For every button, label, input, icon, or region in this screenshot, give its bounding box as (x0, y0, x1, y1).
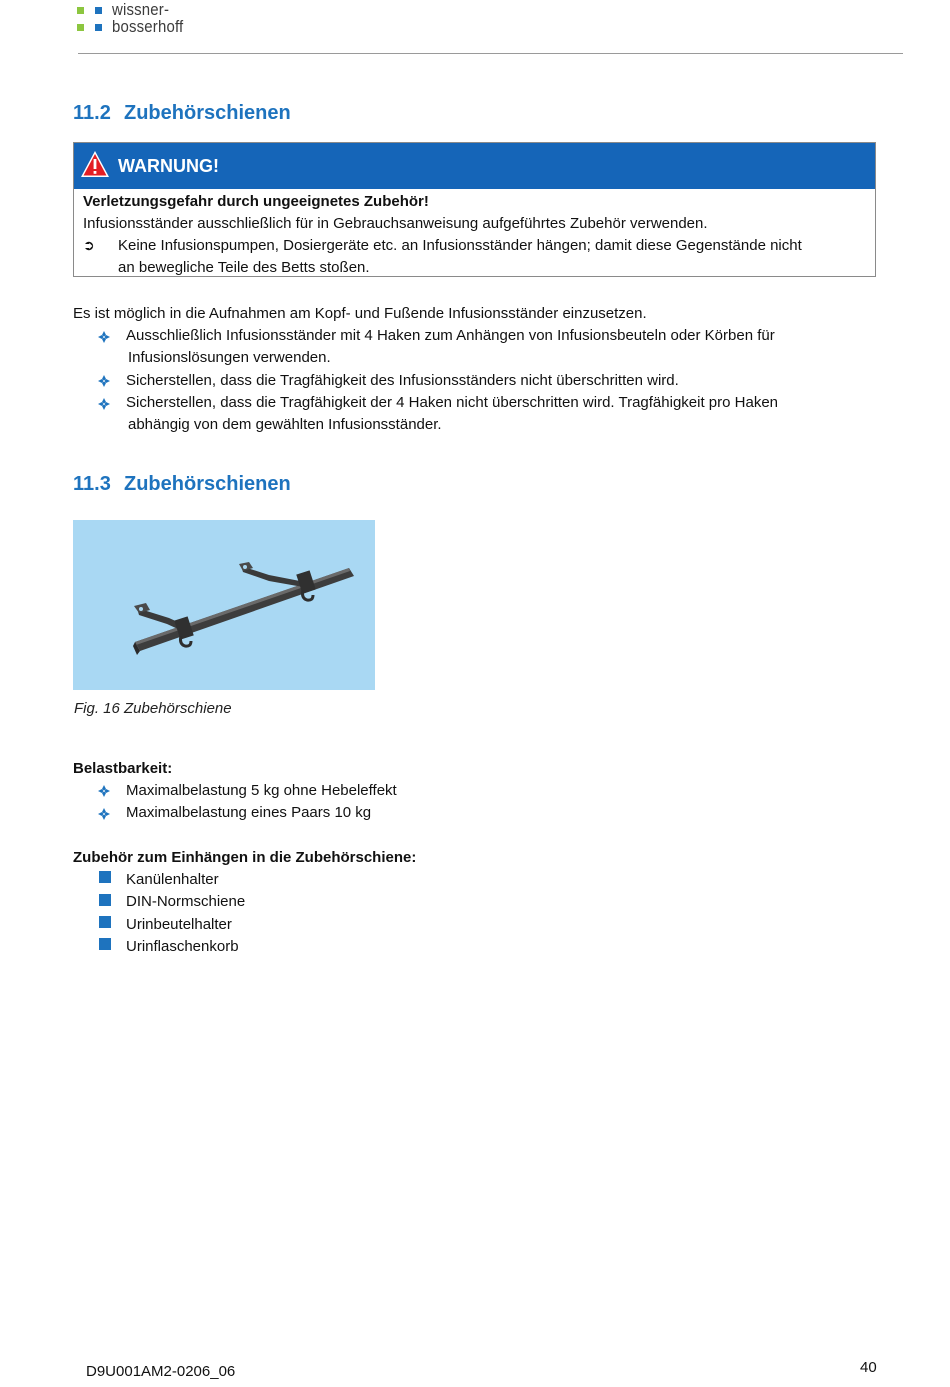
diamond-bullet-icon (98, 375, 110, 387)
logo-square-green-2 (77, 24, 84, 31)
bullet-text-continued: abhängig von dem gewählten Infusionsständer. (128, 416, 442, 433)
load-item: Maximalbelastung eines Paars 10 kg (126, 804, 372, 821)
warning-title: WARNUNG! (118, 156, 219, 176)
warning-header (74, 143, 875, 189)
diamond-bullet-icon (98, 785, 110, 797)
logo-line-2: bosserhoff (112, 17, 184, 36)
bullet-text-continued: Infusionslösungen verwenden. (128, 349, 331, 366)
warning-triangle-icon (80, 150, 110, 178)
accessory-item: Urinbeutelhalter (126, 916, 232, 933)
bullet-text: Ausschließlich Infusionsständer mit 4 Haken zum Anhängen von Infusionsbeuteln oder Körben für (126, 327, 775, 344)
header-rule (78, 53, 903, 54)
square-bullet-icon (99, 916, 111, 928)
bullet-text: Sicherstellen, dass die Tragfähigkeit der 4 Haken nicht überschritten wird. Tragfähigkeit pro Haken (126, 394, 779, 411)
logo-square-green-1 (77, 7, 84, 14)
warning-text: Infusionsständer ausschließlich für in Gebrauchsanweisung aufgeführtes Zubehör verwenden. (83, 215, 708, 232)
section-title: Zubehörschienen (124, 473, 291, 495)
square-bullet-icon (99, 894, 111, 906)
warning-box (73, 142, 876, 277)
action-arrow-icon: ➲ (83, 238, 95, 254)
figure-caption: Fig. 16 Zubehörschiene (74, 700, 232, 717)
load-heading: Belastbarkeit: (73, 760, 173, 777)
section-number: 11.2 (73, 102, 111, 124)
accessory-item: DIN-Normschiene (126, 893, 246, 910)
logo-square-blue-2 (95, 24, 102, 31)
section-heading-11-3 (73, 473, 291, 496)
diamond-bullet-icon (98, 808, 110, 820)
logo-line-1: wissner- (112, 0, 170, 19)
warning-action-line-2: an bewegliche Teile des Betts stoßen. (118, 259, 370, 276)
warning-action-line-1: Keine Infusionspumpen, Dosiergeräte etc. an Infusionsständer hängen; damit diese Gegenstände nicht (118, 237, 802, 254)
square-bullet-icon (99, 938, 111, 950)
accessory-rail-figure (73, 520, 375, 690)
square-bullet-icon (99, 871, 111, 883)
accessory-rail-illustration (73, 520, 375, 690)
bullet-text: Sicherstellen, dass die Tragfähigkeit des Infusionsständers nicht überschritten wird. (126, 372, 679, 389)
diamond-bullet-icon (98, 398, 110, 410)
warning-headline: Verletzungsgefahr durch ungeeignetes Zubehör! (83, 193, 429, 210)
section-title: Zubehörschienen (124, 102, 291, 124)
load-item: Maximalbelastung 5 kg ohne Hebeleffekt (126, 782, 397, 799)
diamond-bullet-icon (98, 331, 110, 343)
section-number: 11.3 (73, 473, 111, 495)
footer-page-number: 40 (860, 1359, 877, 1376)
accessories-heading: Zubehör zum Einhängen in die Zubehörschiene: (73, 849, 417, 866)
intro-text: Es ist möglich in die Aufnahmen am Kopf- und Fußende Infusionsständer einzusetzen. (73, 305, 647, 322)
footer-doc-number: D9U001AM2-0206_06 (86, 1363, 236, 1380)
accessory-item: Urinflaschenkorb (126, 938, 239, 955)
accessory-item: Kanülenhalter (126, 871, 219, 888)
logo-square-blue-1 (95, 7, 102, 14)
section-heading-11-2 (73, 102, 291, 125)
